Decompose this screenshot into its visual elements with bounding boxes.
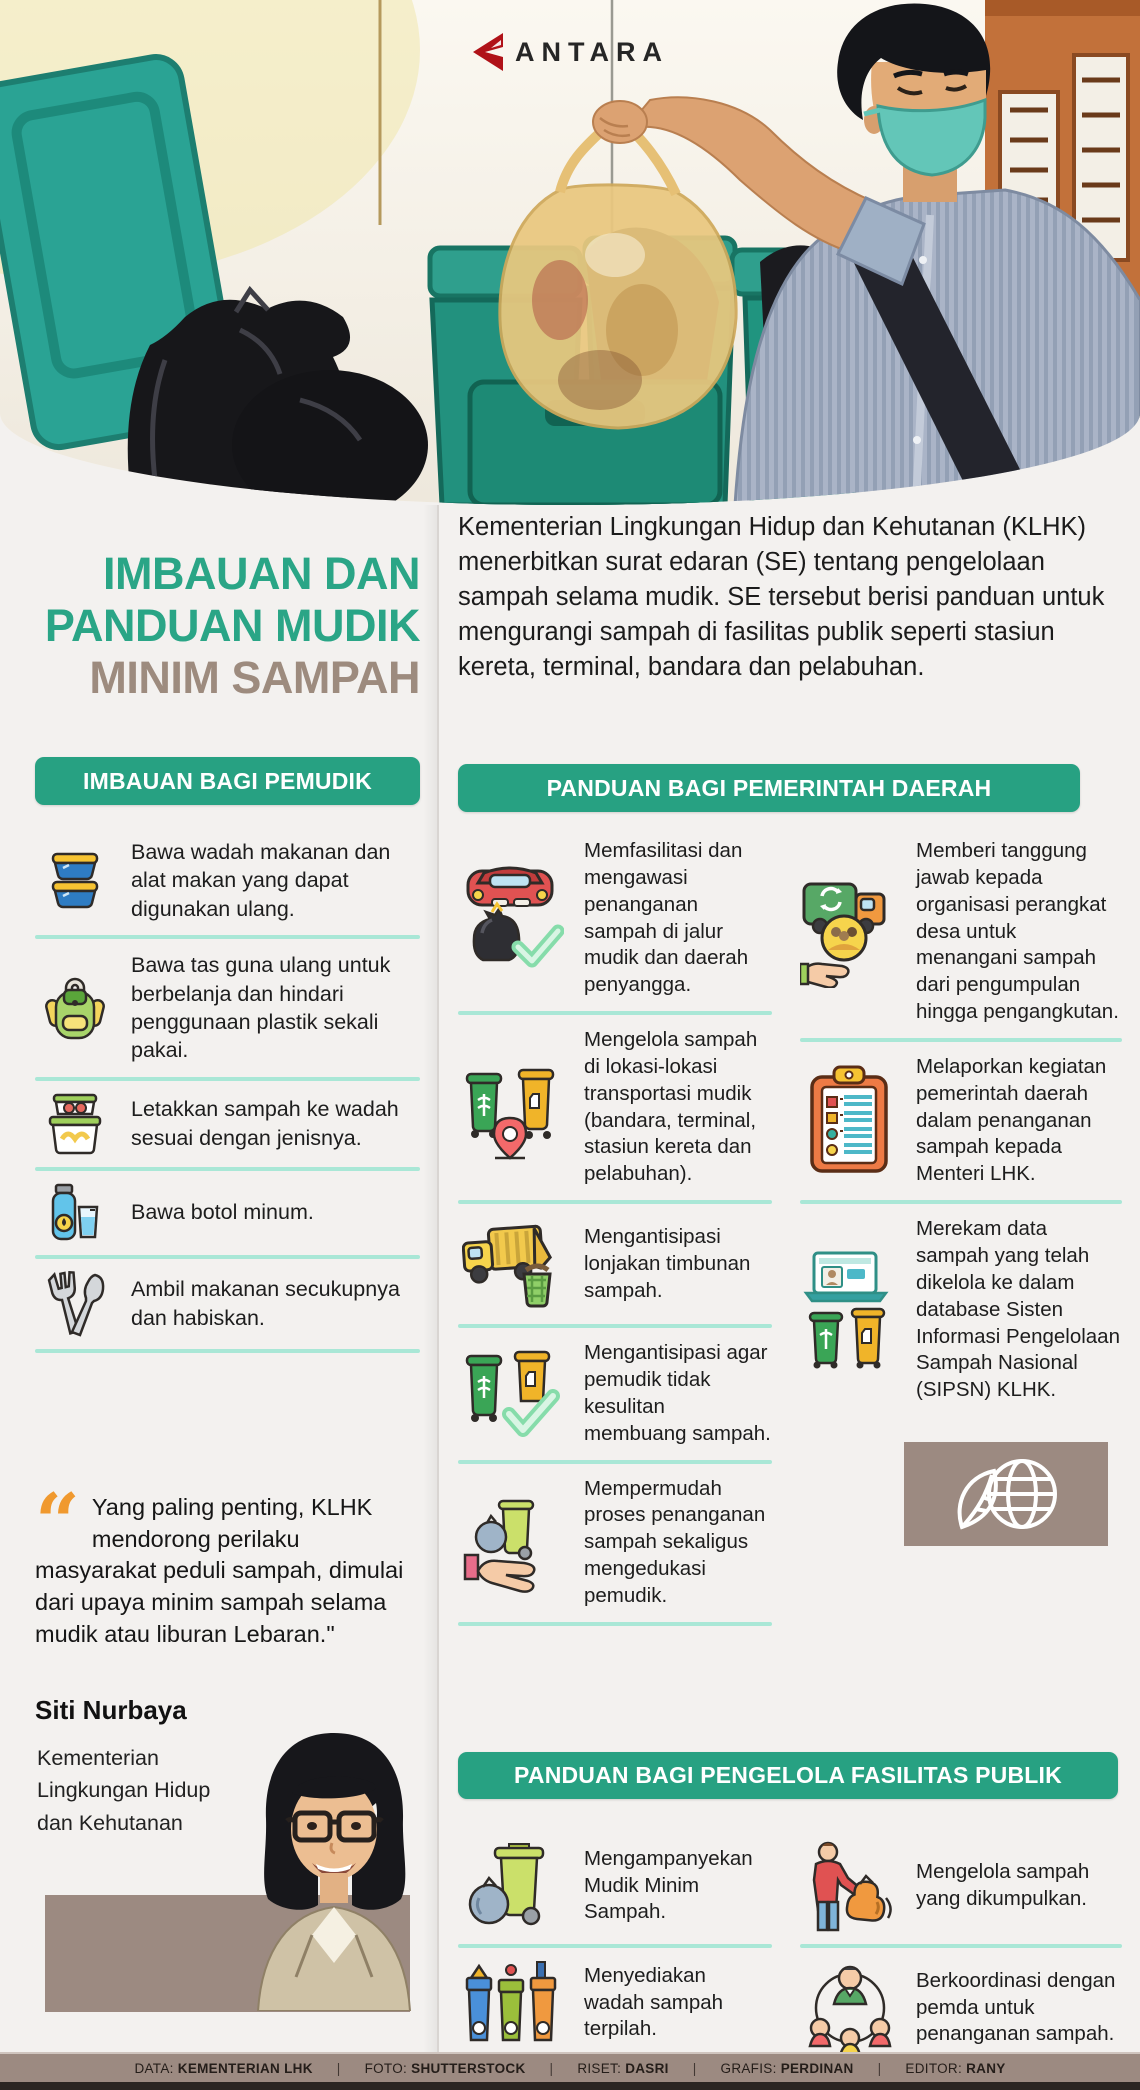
fasilitas-col-2 <box>800 1828 1122 2068</box>
waste-collector-icon <box>800 1840 900 1932</box>
credit-value: RANY <box>966 2060 1006 2076</box>
title-line-2: PANDUAN MUDIK <box>44 600 420 651</box>
section-header-fasilitas: PANDUAN BAGI PENGELOLA FASILITAS PUBLIK <box>458 1752 1118 1799</box>
list-item-text: Ambil makanan secukupnya dan habiskan. <box>131 1277 400 1330</box>
list-item-text: Memberi tanggung jawab kepada organisasi perangkat desa untuk menangani sampah dari pengumpulan hingga pengangkutan. <box>916 839 1119 1024</box>
credit-item <box>905 2061 1005 2076</box>
cutlery-icon <box>35 1271 115 1337</box>
klhk-globe-panel <box>904 1442 1108 1546</box>
title-line-1: IMBAUAN DAN <box>103 548 420 599</box>
sorted-food-box-icon <box>35 1093 115 1155</box>
quote-speaker-org: Kementerian Lingkungan Hidup dan Kehutanan <box>37 1746 211 1835</box>
globe-leaf-icon <box>948 1451 1064 1537</box>
intro-paragraph: Kementerian Lingkungan Hidup dan Kehutanan (KLHK) menerbitkan surat edaran (SE) tentang pengelolaan sampah selama mudik. SE tersebut berisi panduan untuk mengurangi sampah di fasilitas publik seperti stasiun kereta, terminal, bandara dan pelabuhan. <box>458 513 1105 681</box>
fasilitas-columns <box>458 1828 1122 2068</box>
list-item-text: Mengantisipasi lonjakan timbunan sampah. <box>584 1224 751 1302</box>
list-item <box>458 1204 772 1324</box>
credit-item <box>365 2061 526 2076</box>
quote-speaker-name: Siti Nurbaya <box>35 1695 187 1725</box>
list-item <box>35 1081 420 1167</box>
row-divider <box>458 1622 772 1626</box>
pemerintah-col-1 <box>458 826 772 1626</box>
list-item <box>458 826 772 1011</box>
bins-check-icon <box>458 1344 568 1444</box>
section-header-pemudik: IMBAUAN BAGI PEMUDIK <box>35 757 420 805</box>
hero-photo <box>0 0 1140 505</box>
list-item <box>458 1328 772 1459</box>
list-item <box>35 826 420 935</box>
hero-photo-illustration <box>0 0 1140 505</box>
antara-logo-icon <box>471 32 505 72</box>
list-item <box>458 1464 772 1622</box>
list-item <box>800 1204 1122 1416</box>
list-item <box>800 1828 1122 1944</box>
list-item-text: Mempermudah proses penanganan sampah sekaligus mengedukasi pemudik. <box>584 1476 766 1607</box>
water-bottle-icon <box>35 1183 115 1243</box>
list-item-text: Melaporkan kegiatan pemerintah daerah dalam penanganan sampah kepada Menteri LHK. <box>916 1054 1107 1186</box>
bottom-strip <box>0 2082 1140 2090</box>
car-trash-check-icon <box>458 863 568 975</box>
credit-separator: | <box>692 2060 697 2076</box>
credit-value: DASRI <box>625 2060 669 2076</box>
hand-bin-icon <box>458 1493 568 1593</box>
list-item-text: Mengampanyekan Mudik Minim Sampah. <box>584 1846 753 1924</box>
food-containers-icon <box>35 851 115 911</box>
list-item <box>800 1948 1122 2068</box>
list-item-text: Mengantisipasi agar pemudik tidak kesulitan membuang sampah. <box>584 1341 771 1445</box>
list-item-text: Mengelola sampah di lokasi-lokasi transportasi mudik (bandara, terminal, stasiun kereta dan pelabuhan). <box>584 1028 758 1186</box>
section-header-pemerintah: PANDUAN BAGI PEMERINTAH DAERAH <box>458 764 1080 812</box>
list-item-text: Berkoordinasi dengan pemda untuk penanganan sampah. <box>916 1968 1116 2046</box>
report-clipboard-icon <box>800 1065 900 1177</box>
list-item-text: Mengelola sampah yang dikumpulkan. <box>916 1860 1090 1910</box>
antara-logo-text: ANTARA <box>515 36 669 67</box>
credit-label: RISET: <box>577 2060 622 2076</box>
list-item-text: Letakkan sampah ke wadah sesuai dengan jenisnya. <box>131 1097 399 1150</box>
list-item-text: Bawa botol minum. <box>131 1200 314 1225</box>
credit-separator: | <box>877 2060 882 2076</box>
list-item <box>35 1171 420 1255</box>
list-item <box>35 939 420 1077</box>
credit-separator: | <box>549 2060 554 2076</box>
pemudik-list <box>35 826 420 1353</box>
list-item-text: Menyediakan wadah sampah terpilah. <box>584 1963 724 2041</box>
list-item-text: Merekam data sampah yang telah dikelola ke dalam database Sisten Informasi Pengelolaan Sampah Nasional (SIPSN) KLHK. <box>916 1217 1120 1402</box>
list-item <box>458 1948 772 2058</box>
page-title <box>30 548 420 704</box>
list-item-text: Bawa tas guna ulang untuk berbelanja dan hindari penggunaan plastik sekali pakai. <box>131 953 391 1063</box>
reusable-bag-icon <box>35 974 115 1042</box>
quote-text: Yang paling penting, KLHK mendorong perilaku masyarakat peduli sampah, dimulai dari upaya minim sampah selama mudik atau liburan Lebaran." <box>35 1494 404 1647</box>
siti-nurbaya-portrait <box>238 1727 430 2016</box>
credit-label: DATA: <box>134 2060 174 2076</box>
list-item-text: Bawa wadah makanan dan alat makan yang dapat digunakan ulang. <box>131 840 391 921</box>
credit-value: SHUTTERSTOCK <box>411 2060 526 2076</box>
garbage-truck-icon <box>458 1216 568 1312</box>
credits-bar <box>0 2052 1140 2082</box>
pemerintah-col-2 <box>800 826 1122 1546</box>
credit-separator: | <box>336 2060 341 2076</box>
campaign-bin-icon <box>458 1840 568 1932</box>
credit-item <box>134 2061 312 2076</box>
coordination-icon <box>800 1960 900 2056</box>
antara-logo <box>0 32 1140 72</box>
credit-value: PERDINAN <box>780 2060 854 2076</box>
quote-mark-icon: “ <box>35 1477 80 1568</box>
fasilitas-col-1 <box>458 1828 772 2058</box>
credit-item <box>577 2061 668 2076</box>
list-item <box>458 1015 772 1200</box>
bins-location-icon <box>458 1056 568 1160</box>
sorted-bins-icon <box>458 1960 568 2046</box>
list-item <box>35 1259 420 1349</box>
credit-item <box>721 2061 854 2076</box>
column-divider <box>437 505 439 2053</box>
list-item <box>800 826 1122 1038</box>
list-item-text: Memfasilitasi dan mengawasi penanganan sampah di jalur mudik dan daerah penyangga. <box>584 839 749 997</box>
credit-label: GRAFIS: <box>720 2060 777 2076</box>
truck-community-hand-icon <box>800 876 900 988</box>
credit-value: KEMENTERIAN LHK <box>177 2060 313 2076</box>
quote-block <box>35 1477 427 1651</box>
credit-label: FOTO: <box>364 2060 408 2076</box>
title-line-3: MINIM SAMPAH <box>89 652 420 703</box>
list-item <box>458 1828 772 1944</box>
pemerintah-columns <box>458 826 1122 1626</box>
laptop-bins-icon <box>800 1251 900 1369</box>
list-item <box>800 1042 1122 1200</box>
credit-label: EDITOR: <box>905 2060 963 2076</box>
row-divider <box>35 1349 420 1353</box>
